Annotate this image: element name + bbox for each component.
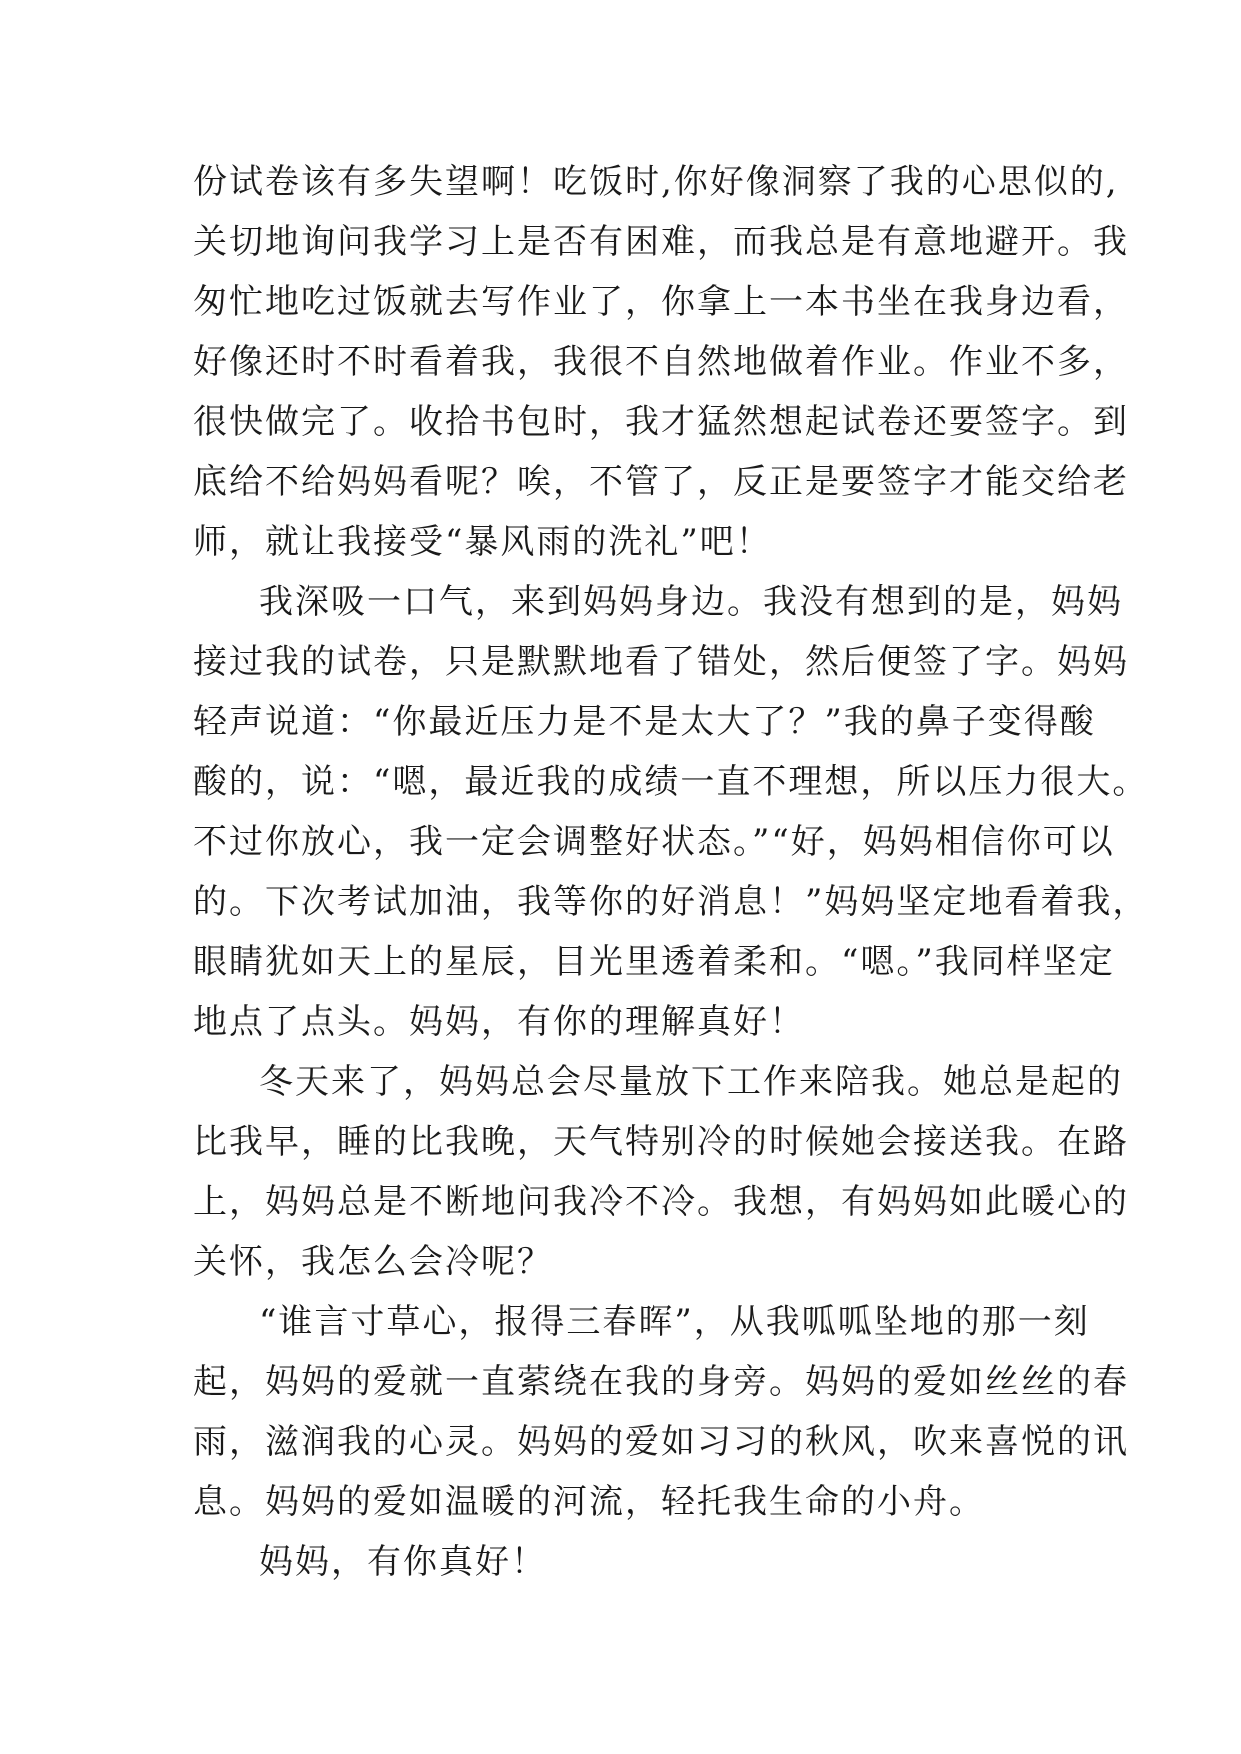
- text-line: 酸的，说：“嗯，最近我的成绩一直不理想，所以压力很大。: [193, 762, 1149, 802]
- text-line: 的。下次考试加油，我等你的好消息！”妈妈坚定地看着我，: [193, 882, 1149, 922]
- text-line: 不过你放心，我一定会调整好状态。”“好，妈妈相信你可以: [193, 822, 1115, 862]
- text-line: 份试卷该有多失望啊！吃饭时,你好像洞察了我的心思似的,: [193, 162, 1119, 202]
- text-line: 轻声说道：“你最近压力是不是太大了？”我的鼻子变得酸: [193, 702, 1096, 742]
- text-line: 好像还时不时看着我，我很不自然地做着作业。作业不多，: [193, 342, 1129, 382]
- text-line: 息。妈妈的爱如温暖的河流，轻托我生命的小舟。: [193, 1482, 985, 1522]
- text-line: 师，就让我接受“暴风雨的洗礼”吧！: [193, 522, 772, 562]
- text-line: 底给不给妈妈看呢？唉，不管了，反正是要签字才能交给老: [193, 462, 1129, 502]
- essay-text: [193, 152, 1149, 1592]
- text-line: 地点了点头。妈妈，有你的理解真好！: [193, 1002, 805, 1042]
- text-line: 比我早，睡的比我晚，天气特别冷的时候她会接送我。在路: [193, 1122, 1129, 1162]
- text-line: 匆忙地吃过饭就去写作业了，你拿上一本书坐在我身边看，: [193, 282, 1129, 322]
- paragraph-start-line: 我深吸一口气，来到妈妈身边。我没有想到的是，妈妈: [259, 582, 1123, 622]
- paragraph-start-line: “谁言寸草心，报得三春晖”，从我呱呱坠地的那一刻: [259, 1302, 1090, 1342]
- text-line: 雨，滋润我的心灵。妈妈的爱如习习的秋风，吹来喜悦的讯: [193, 1422, 1129, 1462]
- text-line: 上，妈妈总是不断地问我冷不冷。我想，有妈妈如此暖心的: [193, 1182, 1129, 1222]
- text-line: 关切地询问我学习上是否有困难，而我总是有意地避开。我: [193, 222, 1129, 262]
- text-line: 眼睛犹如天上的星辰，目光里透着柔和。“嗯。”我同样坚定: [193, 942, 1115, 982]
- text-line: 起，妈妈的爱就一直萦绕在我的身旁。妈妈的爱如丝丝的春: [193, 1362, 1129, 1402]
- paragraph-start-line: 妈妈，有你真好！: [259, 1542, 547, 1582]
- text-line: 接过我的试卷，只是默默地看了错处，然后便签了字。妈妈: [193, 642, 1129, 682]
- text-line: 很快做完了。收拾书包时，我才猛然想起试卷还要签字。到: [193, 402, 1129, 442]
- paragraph-start-line: 冬天来了，妈妈总会尽量放下工作来陪我。她总是起的: [259, 1062, 1123, 1102]
- text-line: 关怀，我怎么会冷呢？: [193, 1242, 553, 1282]
